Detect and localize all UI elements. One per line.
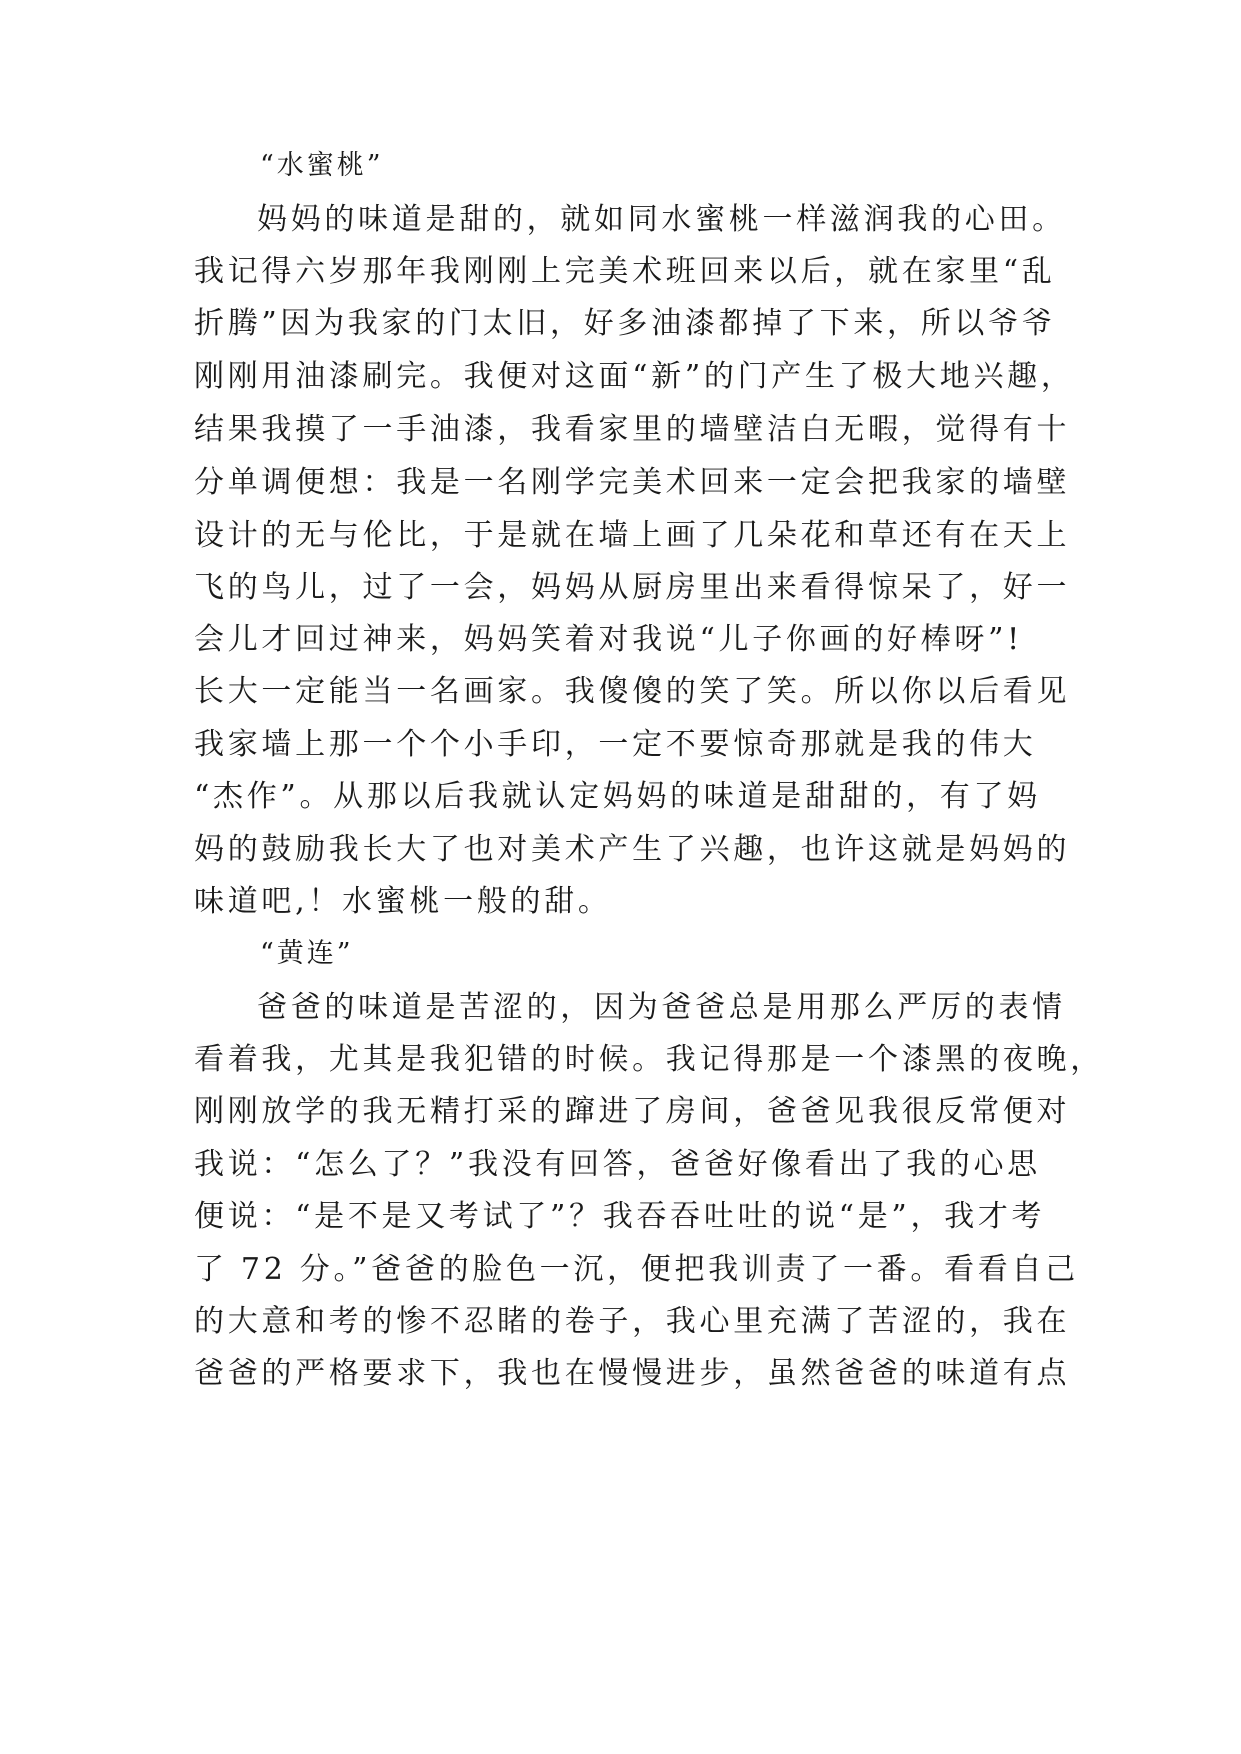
section-heading-coptis: “黄连” — [260, 938, 354, 969]
paragraph-line: 刚刚用油漆刷完。我便对这面“新”的门产生了极大地兴趣， — [194, 359, 1075, 394]
paragraph-line: “杰作”。从那以后我就认定妈妈的味道是甜甜的，有了妈 — [194, 779, 1041, 814]
paragraph-line: 刚刚放学的我无精打采的蹿进了房间，爸爸见我很反常便对 — [194, 1094, 1071, 1129]
paragraph-line: 飞的鸟儿，过了一会，妈妈从厨房里出来看得惊呆了，好一 — [194, 570, 1071, 605]
paragraph-line: 设计的无与伦比，于是就在墙上画了几朵花和草还有在天上 — [194, 518, 1071, 553]
paragraph-line: 长大一定能当一名画家。我傻傻的笑了笑。所以你以后看见 — [194, 674, 1071, 709]
paragraph-line: 爸爸的味道是苦涩的，因为爸爸总是用那么严厉的表情 — [257, 990, 1066, 1025]
paragraph-line: 折腾”因为我家的门太旧，好多油漆都掉了下来，所以爷爷 — [194, 306, 1056, 341]
paragraph-line: 我说：“怎么了？”我没有回答，爸爸好像看出了我的心思 — [194, 1147, 1041, 1182]
paragraph-line: 的大意和考的惨不忍睹的卷子，我心里充满了苦涩的，我在 — [194, 1304, 1071, 1339]
paragraph-line: 我记得六岁那年我刚刚上完美术班回来以后，就在家里“乱 — [194, 254, 1056, 289]
paragraph-line: 妈的鼓励我长大了也对美术产生了兴趣，也许这就是妈妈的 — [194, 832, 1071, 867]
paragraph-line: 会儿才回过神来，妈妈笑着对我说“儿子你画的好棒呀”! — [194, 622, 1023, 657]
paragraph-line: 爸爸的严格要求下，我也在慢慢进步，虽然爸爸的味道有点 — [194, 1356, 1071, 1391]
paragraph-line: 看着我，尤其是我犯错的时候。我记得那是一个漆黑的夜晚， — [194, 1042, 1104, 1077]
paragraph-line: 结果我摸了一手油漆，我看家里的墙壁洁白无暇，觉得有十 — [194, 412, 1071, 447]
paragraph-line: 味道吧,！水蜜桃一般的甜。 — [194, 884, 612, 919]
paragraph-line: 了 72 分。”爸爸的脸色一沉，便把我训责了一番。看看自己 — [194, 1252, 1079, 1287]
paragraph-line: 我家墙上那一个个小手印，一定不要惊奇那就是我的伟大 — [194, 727, 1037, 762]
paragraph-line: 便说：“是不是又考试了”？我吞吞吐吐的说“是”，我才考 — [194, 1199, 1046, 1234]
paragraph-line: 分单调便想：我是一名刚学完美术回来一定会把我家的墙壁 — [194, 465, 1071, 500]
section-heading-peach: “水蜜桃” — [260, 150, 384, 181]
paragraph-line: 妈妈的味道是甜的，就如同水蜜桃一样滋润我的心田。 — [257, 202, 1066, 237]
